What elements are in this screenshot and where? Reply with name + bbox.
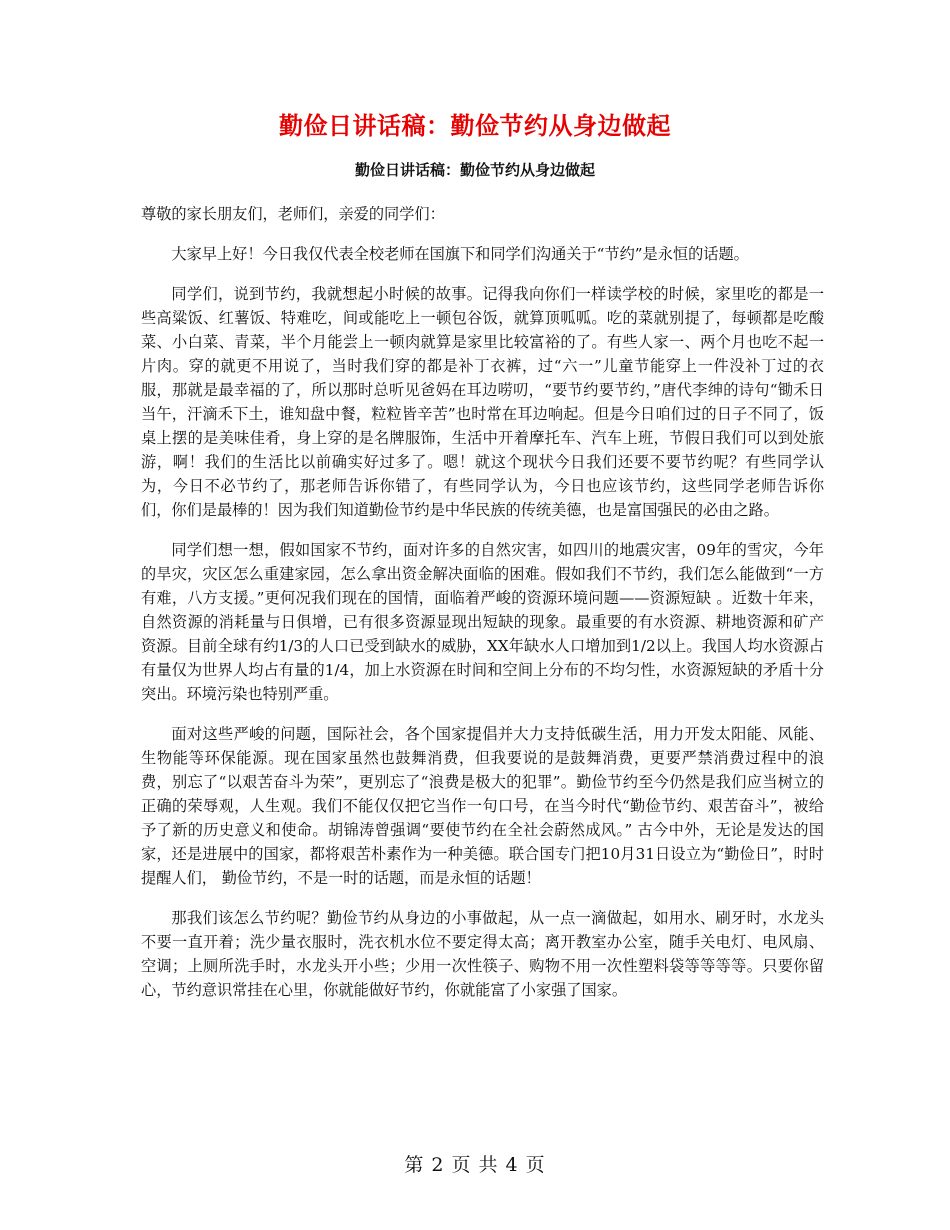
body-paragraph: 同学们想一想，假如国家不节约，面对许多的自然灾害，如四川的地震灾害，09年的雪灾，今年的旱灾，灾区怎么重建家园，怎么拿出资金解决面临的困难。假如我们不节约，我们怎么能做到“一方有难，八方支援。”更何况我们现在的国情，面临着严峻的资源环境问题——资源短缺 。近数十年来，自然资源的消耗量与日俱增，已有很多资源显现出短缺的现象。最重要的有水资源、耕地资源和矿产资源。目前全球有约1/3的人口已受到缺水的威胁，XX年缺水人口增加到1/2以上。我国人均水资源占有量仅为世界人均占有量的1/4，加上水资源在时间和空间上分布的不均匀性，水资源短缺的矛盾十分突出。环境污染也特别严重。	[141, 541, 824, 703]
greeting-paragraph: 尊敬的家长朋友们，老师们，亲爱的同学们：	[141, 205, 445, 223]
body-paragraph: 面对这些严峻的问题，国际社会，各个国家提倡并大力支持低碳生活，用力开发太阳能、风能、生物能等环保能源。现在国家虽然也鼓舞消费，但我要说的是鼓舞消费，更要严禁消费过程中的浪费，别忘了“以艰苦奋斗为荣”，更别忘了“浪费是极大的犯罪”。勤俭节约至今仍然是我们应当树立的正确的荣辱观，人生观。我们不能仅仅把它当作一句口号，在当今时代“勤俭节约、艰苦奋斗”，被给予了新的历史意义和使命。胡锦涛曾强调“要使节约在全社会蔚然成风。” 古今中外，无论是发达的国家，还是进展中的国家，都将艰苦朴素作为一种美德。联合国专门把10月31日设立为“勤俭日”，时时提醒人们， 勤俭节约，不是一时的话题，而是永恒的话题！	[141, 725, 824, 887]
body-paragraph: 那我们该怎么节约呢？勤俭节约从身边的小事做起，从一点一滴做起，如用水、刷牙时，水龙头不要一直开着；洗少量衣服时，洗衣机水位不要定得太高；离开教室办公室，随手关电灯、电风扇、空调；上厕所洗手时，水龙头开小些；少用一次性筷子、购物不用一次性塑料袋等等等等。只要你留心，节约意识常挂在心里，你就能做好节约，你就能富了小家强了国家。	[141, 909, 824, 999]
document-title: 勤俭日讲话稿：勤俭节约从身边做起	[279, 112, 671, 140]
document-body	[141, 202, 824, 1018]
page-number-footer: 第 2 页 共 4 页	[404, 1154, 546, 1176]
body-paragraph: 大家早上好！今日我仅代表全校老师在国旗下和同学们沟通关于“节约”是永恒的话题。	[171, 245, 749, 263]
document-subtitle: 勤俭日讲话稿：勤俭节约从身边做起	[354, 161, 595, 179]
body-paragraph: 同学们，说到节约，我就想起小时候的故事。记得我向你们一样读学校的时候，家里吃的都是一些高粱饭、红薯饭、特难吃，间或能吃上一顿包谷饭，就算顶呱呱。吃的菜就别提了，每顿都是吃酸菜、小白菜、青菜，半个月能尝上一顿肉就算是家里比较富裕的了。有些人家一、两个月也吃不起一片肉。穿的就更不用说了，当时我们穿的都是补丁衣裤，过“六一”儿童节能穿上一件没补丁过的衣服，那就是最幸福的了，所以那时总听见爸妈在耳边唠叨，“要节约要节约，”唐代李绅的诗句“锄禾日当午，汗滴禾下土，谁知盘中餐，粒粒皆辛苦”也时常在耳边响起。但是今日咱们过的日子不同了，饭桌上摆的是美味佳肴，身上穿的是名牌服饰，生活中开着摩托车、汽车上班，节假日我们可以到处旅游，啊！我们的生活比以前确实好过多了。嗯！就这个现状今日我们还要不要节约呢？有些同学认为，今日不必节约了，那老师告诉你错了，有些同学认为，今日也应该节约，这些同学老师告诉你们，你们是最棒的！因为我们知道勤俭节约是中华民族的传统美德，也是富国强民的必由之路。	[141, 285, 824, 519]
